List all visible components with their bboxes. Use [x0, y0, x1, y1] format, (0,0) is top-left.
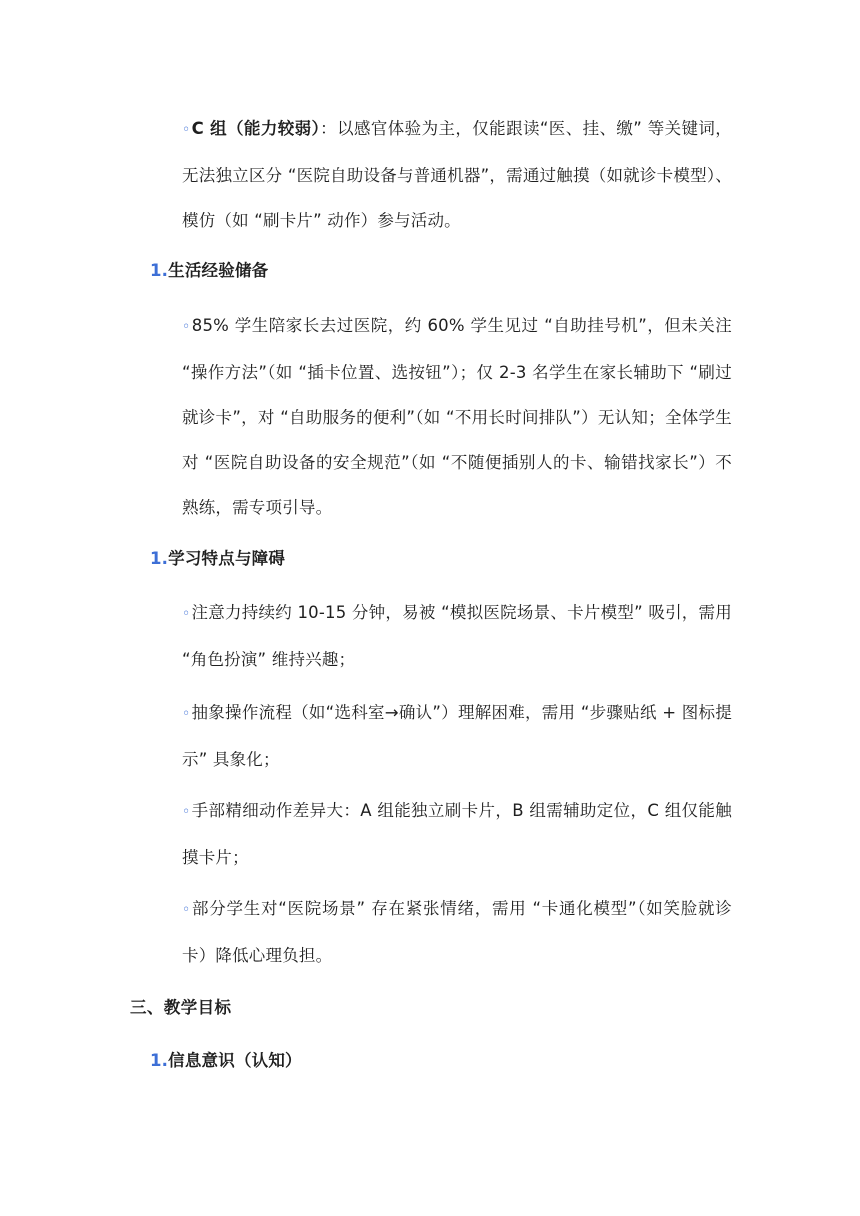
- group-c-label: C 组（能力较弱）: [191, 119, 321, 138]
- learning-feature-text: 手部精细动作差异大：A 组能独立刷卡片，B 组需辅助定位，C 组仅能触摸卡片；: [182, 801, 732, 867]
- learning-feature-item: [182, 788, 732, 880]
- life-experience-text: 85% 学生陪家长去过医院，约 60% 学生见过 “自助挂号机”，但未关注 “操作方法”（如 “插卡位置、选按钮”）；仅 2-3 名学生在家长辅助下 “刷过就诊卡”，对 “自助服务的便利”（如 “不用长时间排队”）无认知；全体学生对 “医院自助设备的安全规范”（如 “不随便插别人的卡、输错找家长”）不熟练，需专项引导。: [182, 316, 732, 517]
- section-heading-teaching-goals: 三、教学目标: [130, 998, 232, 1017]
- heading-title: 信息意识（认知）: [168, 1051, 302, 1070]
- learning-features-heading: [150, 547, 285, 571]
- learning-feature-item: [182, 590, 732, 682]
- learning-feature-text: 注意力持续约 10-15 分钟，易被 “模拟医院场景、卡片模型” 吸引，需用 “角色扮演” 维持兴趣；: [182, 603, 732, 669]
- learning-feature-item: [182, 886, 732, 978]
- learning-feature-text: 部分学生对“医院场景” 存在紧张情绪，需用 “卡通化模型”（如笑脸就诊卡）降低心理负担。: [182, 899, 732, 965]
- learning-feature-item: [182, 690, 732, 782]
- life-experience-heading: [150, 259, 268, 283]
- info-awareness-heading: [150, 1049, 302, 1073]
- learning-feature-text: 抽象操作流程（如“选科室→确认”）理解困难，需用 “步骤贴纸 + 图标提示” 具象化；: [182, 703, 732, 769]
- group-c-paragraph: [182, 106, 732, 243]
- heading-title: 学习特点与障碍: [168, 549, 286, 568]
- heading-number: 1.: [150, 549, 169, 568]
- bullet-icon: ◦: [182, 606, 191, 622]
- heading-number: 1.: [150, 1051, 169, 1070]
- bullet-icon: ◦: [182, 706, 191, 722]
- bullet-icon: ◦: [182, 319, 191, 335]
- group-c-text: ：以感官体验为主，仅能跟读“医、挂、缴” 等关键词，无法独立区分 “医院自助设备与普通机器”，需通过触摸（如就诊卡模型）、模仿（如 “刷卡片” 动作）参与活动。: [182, 119, 732, 230]
- heading-number: 1.: [150, 261, 169, 280]
- bullet-icon: ◦: [182, 902, 192, 918]
- bullet-icon: ◦: [182, 122, 191, 138]
- heading-title: 生活经验储备: [168, 261, 269, 280]
- life-experience-paragraph: [182, 303, 732, 530]
- bullet-icon: ◦: [182, 804, 191, 820]
